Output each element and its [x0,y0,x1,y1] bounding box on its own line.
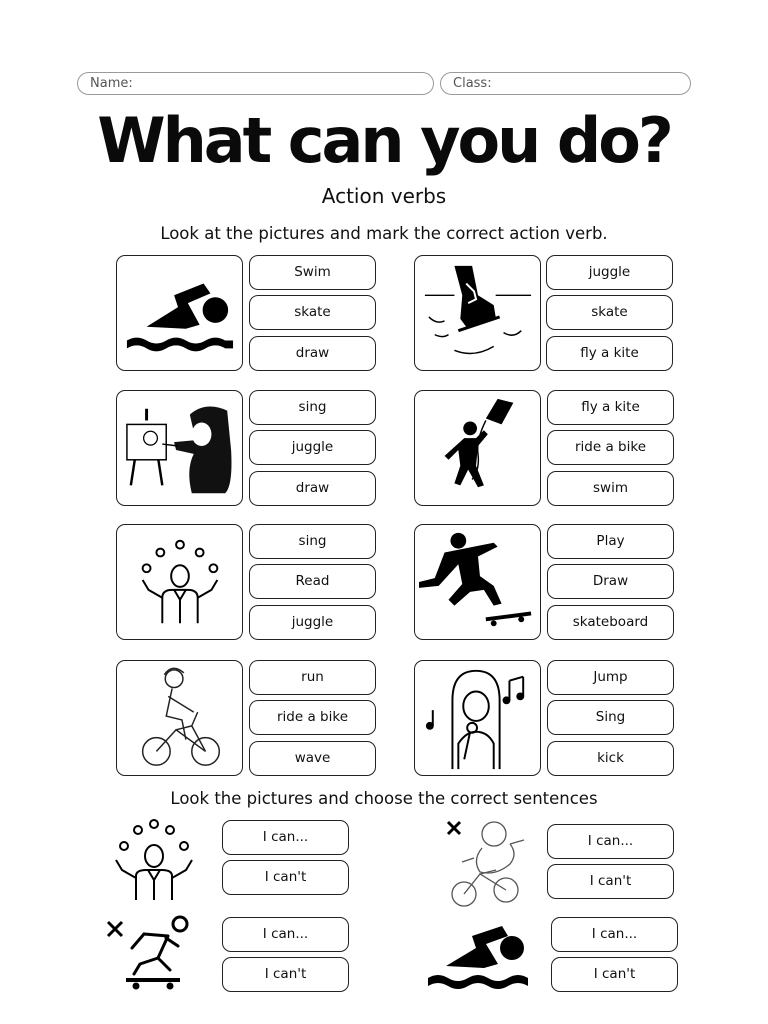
option-skate[interactable]: skate [546,295,673,330]
option-swim[interactable]: swim [547,471,674,506]
page-title: What can you do? [97,104,671,177]
option-sing[interactable]: Sing [547,700,674,735]
option-i-can[interactable]: I can... [551,917,678,952]
name-label: Name: [90,76,133,91]
skateboarder-picture [414,524,541,640]
option-run[interactable]: run [249,660,376,695]
option-ride-a-bike[interactable]: ride a bike [547,430,674,465]
option-skate[interactable]: skate [249,295,376,330]
option-wave[interactable]: wave [249,741,376,776]
option-i-cant[interactable]: I can't [547,864,674,899]
ice-skate-icon [415,256,540,370]
option-juggle[interactable]: juggle [546,255,673,290]
option-kick[interactable]: kick [547,741,674,776]
option-swim[interactable]: Swim [249,255,376,290]
swimmer-icon [426,918,530,990]
section1-instruction: Look at the pictures and mark the correct action verb. [160,224,608,243]
kite-flyer-picture [414,390,541,506]
option-draw[interactable]: Draw [547,564,674,599]
option-ride-a-bike[interactable]: ride a bike [249,700,376,735]
class-label: Class: [453,76,492,91]
painter-picture [116,390,243,506]
swimmer-icon [117,256,242,370]
juggler-icon [108,816,200,902]
option-sing[interactable]: sing [249,524,376,559]
singer-icon [415,661,540,775]
option-juggle[interactable]: juggle [249,605,376,640]
option-jump[interactable]: Jump [547,660,674,695]
option-read[interactable]: Read [249,564,376,599]
option-i-cant[interactable]: I can't [222,957,349,992]
skateboarder-icon [415,525,540,639]
name-field[interactable] [77,72,434,95]
swimmer-picture [116,255,243,371]
option-draw[interactable]: draw [249,336,376,371]
section2-instruction: Look the pictures and choose the correct sentences [170,789,598,808]
juggler-picture-2 [108,816,200,902]
option-draw[interactable]: draw [249,471,376,506]
option-i-can[interactable]: I can... [222,917,349,952]
juggler-picture [116,524,243,640]
option-i-cant[interactable]: I can't [551,957,678,992]
cyclist-picture [116,660,243,776]
option-skateboard[interactable]: skateboard [547,605,674,640]
option-play[interactable]: Play [547,524,674,559]
option-fly-a-kite[interactable]: fly a kite [546,336,673,371]
cyclist-cross-icon [444,814,530,910]
option-juggle[interactable]: juggle [249,430,376,465]
cyclist-cross-picture [444,814,530,910]
class-field[interactable] [440,72,691,95]
skateboarder-cross-picture [104,912,200,994]
kite-flyer-icon [415,391,540,505]
painter-icon [117,391,242,505]
option-fly-a-kite[interactable]: fly a kite [547,390,674,425]
juggler-icon [117,525,242,639]
ice-skate-picture [414,255,541,371]
singer-picture [414,660,541,776]
skateboarder-cross-icon [104,912,200,994]
option-i-can[interactable]: I can... [547,824,674,859]
option-i-can[interactable]: I can... [222,820,349,855]
cyclist-icon [117,661,242,775]
option-i-cant[interactable]: I can't [222,860,349,895]
swimmer-picture-2 [426,918,530,990]
page-subtitle: Action verbs [321,184,447,208]
option-sing[interactable]: sing [249,390,376,425]
